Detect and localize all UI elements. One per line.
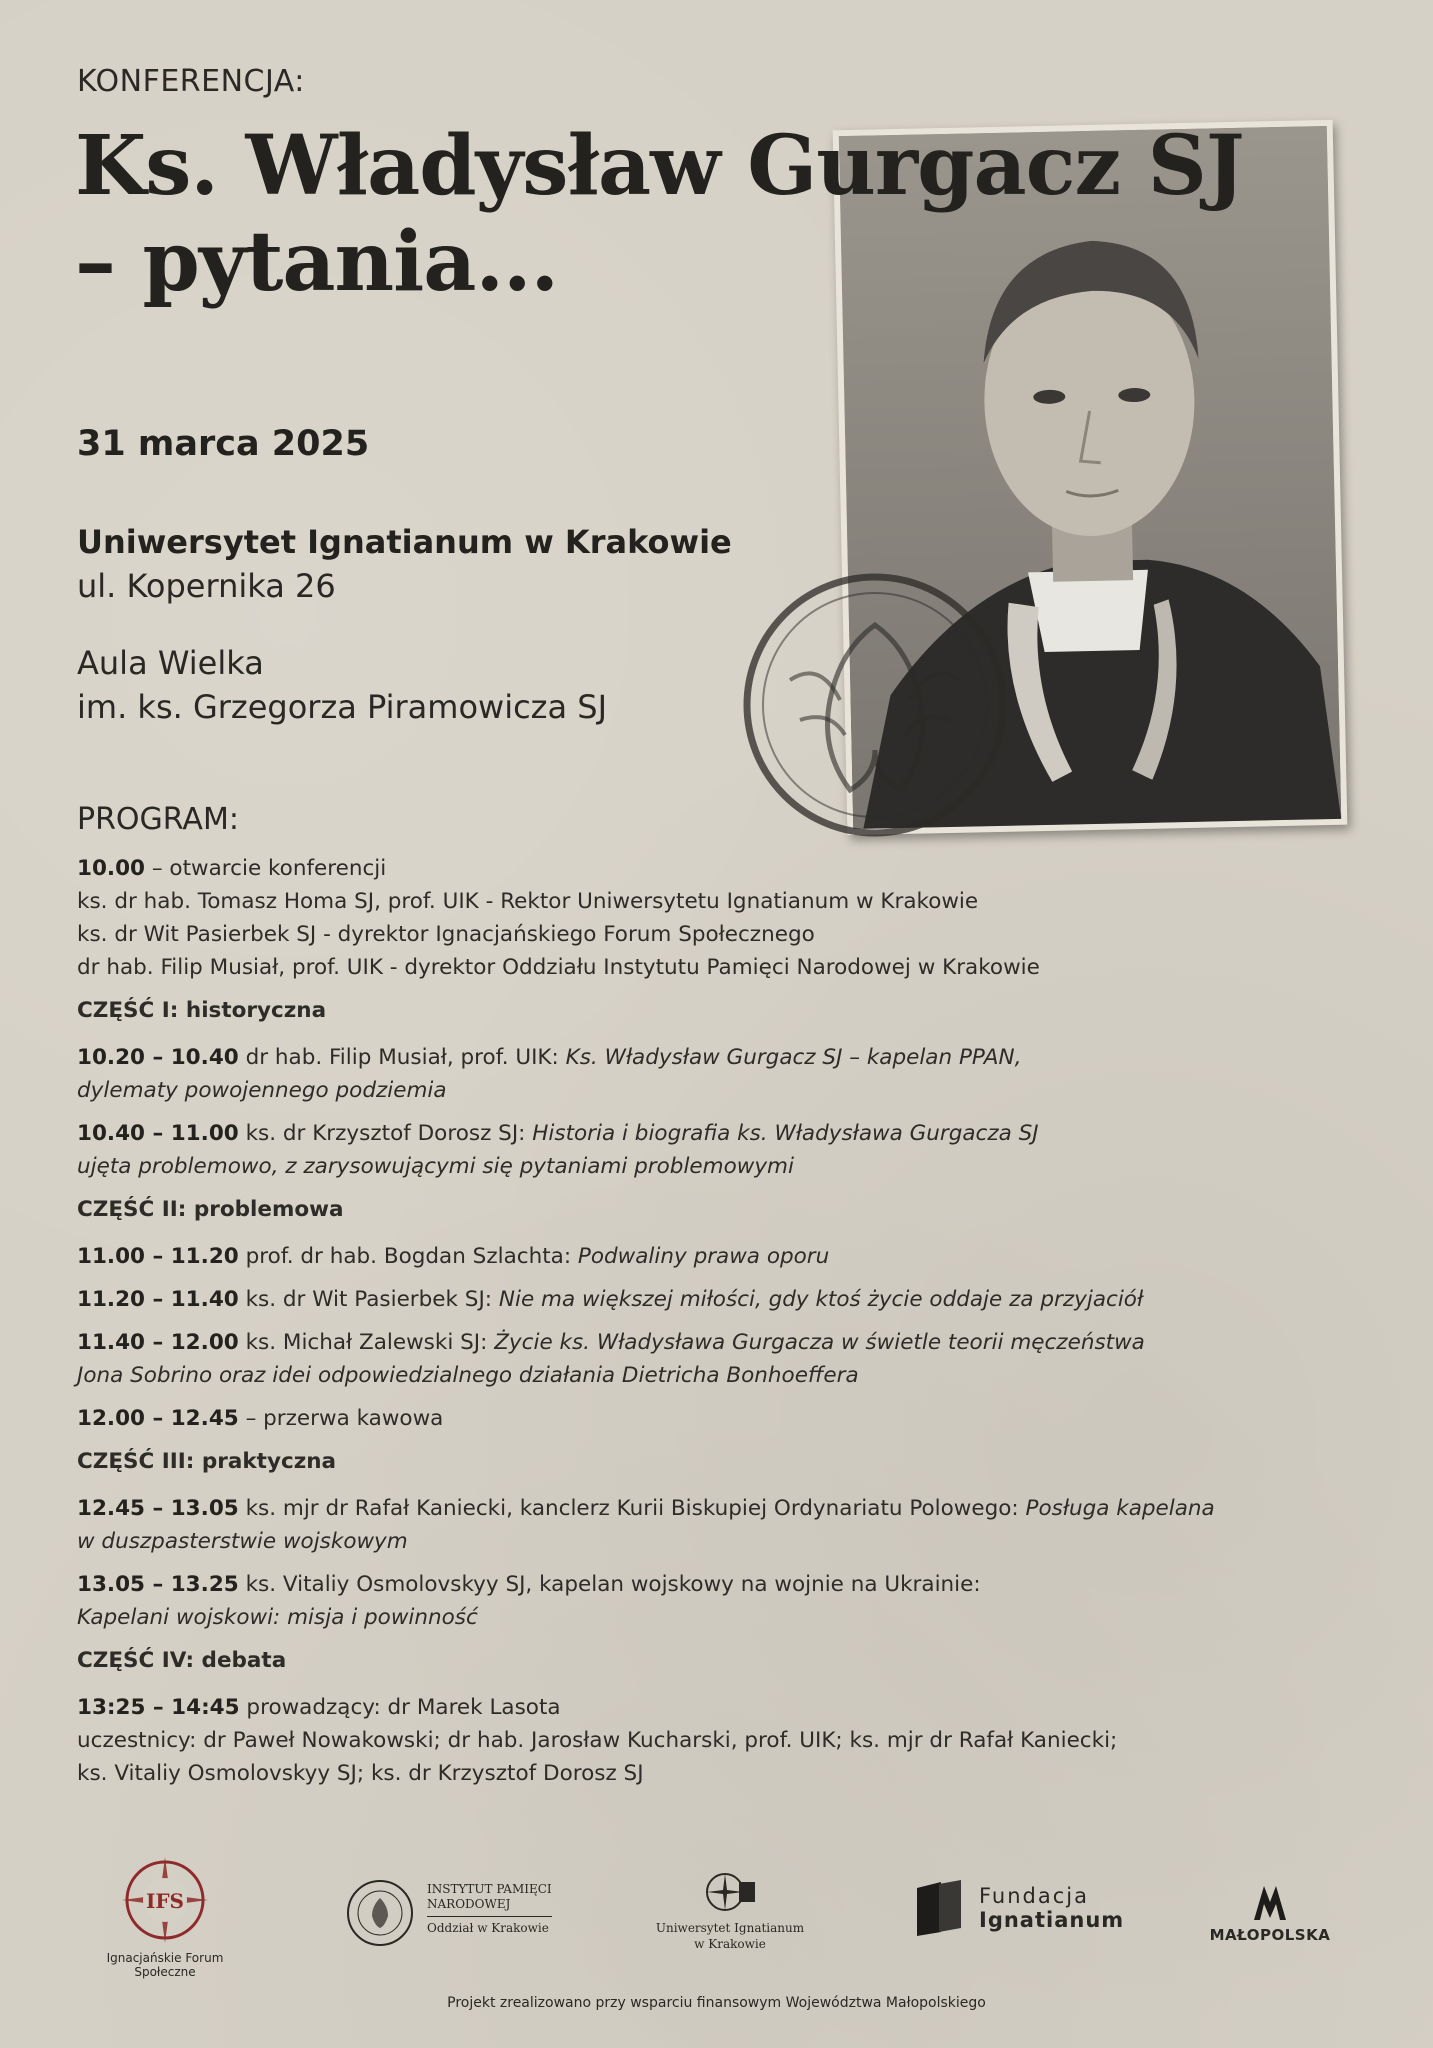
opening-line: ks. dr Wit Pasierbek SJ - dyrektor Ignacjańskiego Forum Społecznego: [77, 922, 815, 947]
hall-block: [77, 641, 607, 729]
item-time: 12.00 – 12.45: [77, 1406, 239, 1431]
eagle-stamp: [730, 550, 1030, 860]
program-list: [77, 852, 1227, 1800]
item-title-cont: ujęta problemowo, z zarysowującymi się pytaniami problemowymi: [77, 1154, 794, 1179]
fund-line-1: Fundacja: [979, 1884, 1089, 1908]
program-item: [77, 1283, 1227, 1316]
eyebrow-label: KONFERENCJA:: [77, 64, 305, 99]
venue-block: [77, 520, 732, 608]
item-title-cont: w duszpasterstwie wojskowym: [77, 1529, 408, 1554]
item-title: Historia i biografia ks. Władysława Gurgacza SJ: [532, 1121, 1039, 1146]
program-item-break: [77, 1402, 1227, 1435]
item-speaker: ks. dr Wit Pasierbek SJ:: [238, 1287, 499, 1312]
page-title: [75, 118, 1244, 310]
ignatianum-logo: [640, 1868, 820, 1952]
ipn-line-1: INSTYTUT PAMIĘCI: [427, 1882, 552, 1896]
fund-line-2: Ignatianum: [979, 1908, 1125, 1932]
item-title: Podwaliny prawa oporu: [577, 1244, 830, 1269]
item-title-cont: Jona Sobrino oraz idei odpowiedzialnego działania Dietricha Bonhoeffera: [77, 1363, 859, 1388]
fundacja-logo: [915, 1880, 1145, 1940]
item-text: – otwarcie konferencji: [145, 856, 387, 881]
program-item: [77, 1117, 1227, 1183]
item-title: Życie ks. Władysława Gurgacza w świetle teorii męczeństwa: [494, 1330, 1145, 1355]
fundacja-book-icon: [915, 1880, 963, 1936]
title-line-1: Ks. Władysław Gurgacz SJ: [75, 118, 1244, 214]
ipn-line-3: Oddział w Krakowie: [427, 1916, 552, 1936]
malo-label: MAŁOPOLSKA: [1209, 1926, 1331, 1944]
item-title: Nie ma większej miłości, gdy ktoś życie oddaje za przyjaciół: [498, 1287, 1144, 1312]
program-item-debate: [77, 1691, 1227, 1790]
uni-line-2: w Krakowie: [694, 1937, 766, 1951]
section-heading-4: CZĘŚĆ IV: debata: [77, 1648, 287, 1673]
opening-line: ks. dr hab. Tomasz Homa SJ, prof. UIK - Rektor Uniwersytetu Ignatianum w Krakowie: [77, 889, 979, 914]
item-speaker: ks. Michał Zalewski SJ:: [238, 1330, 495, 1355]
debate-participants: uczestnicy: dr Paweł Nowakowski; dr hab. Jarosław Kucharski, prof. UIK; ks. mjr dr Rafał Kaniecki;: [77, 1728, 1118, 1753]
malopolska-mountain-icon: [1250, 1882, 1290, 1922]
opening-line: dr hab. Filip Musiał, prof. UIK - dyrektor Oddziału Instytutu Pamięci Narodowej w Krakowie: [77, 955, 1040, 980]
ifs-mark: IFS: [146, 1889, 184, 1913]
funding-note: Projekt zrealizowano przy wsparciu finansowym Województwa Małopolskiego: [447, 1995, 986, 2011]
section-heading-1: CZĘŚĆ I: historyczna: [77, 998, 327, 1023]
program-item: [77, 1041, 1227, 1107]
section-heading-2: CZĘŚĆ II: problemowa: [77, 1197, 344, 1222]
program-item: [77, 1492, 1227, 1558]
item-title: Posługa kapelana: [1025, 1496, 1215, 1521]
item-time: 12.45 – 13.05: [77, 1496, 239, 1521]
item-time: 11.40 – 12.00: [77, 1330, 239, 1355]
hall-line-2: im. ks. Grzegorza Piramowicza SJ: [77, 688, 607, 726]
item-text: – przerwa kawowa: [238, 1406, 444, 1431]
ipn-line-2: NARODOWEJ: [427, 1897, 511, 1911]
venue-address: ul. Kopernika 26: [77, 567, 336, 605]
item-title-cont: dylematy powojennego podziemia: [77, 1078, 447, 1103]
malopolska-logo: [1205, 1882, 1335, 1944]
item-time: 13.05 – 13.25: [77, 1572, 239, 1597]
item-title-cont: Kapelani wojskowi: misja i powinność: [77, 1605, 478, 1630]
program-item: [77, 1568, 1227, 1634]
item-title: Ks. Władysław Gurgacz SJ – kapelan PPAN,: [565, 1045, 1022, 1070]
debate-participants-cont: ks. Vitaliy Osmolovskyy SJ; ks. dr Krzysztof Dorosz SJ: [77, 1761, 644, 1786]
item-speaker: prof. dr hab. Bogdan Szlachta:: [238, 1244, 578, 1269]
program-item: [77, 1326, 1227, 1392]
ifs-emblem-icon: [120, 1855, 210, 1945]
item-time: 10.00: [77, 856, 146, 881]
item-time: 10.20 – 10.40: [77, 1045, 239, 1070]
title-line-2: – pytania...: [75, 214, 559, 310]
program-item: [77, 1240, 1227, 1273]
item-speaker: prowadzący: dr Marek Lasota: [239, 1695, 561, 1720]
ifs-logo: [75, 1855, 255, 1979]
event-date: 31 marca 2025: [77, 424, 370, 464]
venue-name: Uniwersytet Ignatianum w Krakowie: [77, 523, 732, 561]
item-speaker: dr hab. Filip Musiał, prof. UIK:: [238, 1045, 566, 1070]
item-speaker: ks. mjr dr Rafał Kaniecki, kanclerz Kurii Biskupiej Ordynariatu Polowego:: [238, 1496, 1026, 1521]
ipn-seal-icon: [345, 1878, 415, 1948]
ignatianum-crest-icon: [705, 1868, 755, 1916]
section-heading-3: CZĘŚĆ III: praktyczna: [77, 1449, 337, 1474]
ifs-caption: Ignacjańskie Forum Społeczne: [106, 1951, 224, 1979]
item-time: 10.40 – 11.00: [77, 1121, 239, 1146]
item-time: 11.00 – 11.20: [77, 1244, 239, 1269]
item-time: 11.20 – 11.40: [77, 1287, 239, 1312]
item-time: 13:25 – 14:45: [77, 1695, 240, 1720]
item-speaker: ks. dr Krzysztof Dorosz SJ:: [238, 1121, 533, 1146]
ipn-logo: [345, 1878, 585, 1948]
uni-line-1: Uniwersytet Ignatianum: [655, 1921, 805, 1935]
hall-line-1: Aula Wielka: [77, 644, 264, 682]
program-heading: PROGRAM:: [77, 802, 239, 837]
item-speaker: ks. Vitaliy Osmolovskyy SJ, kapelan wojskowy na wojnie na Ukrainie:: [238, 1572, 981, 1597]
program-item-opening: [77, 852, 1227, 984]
